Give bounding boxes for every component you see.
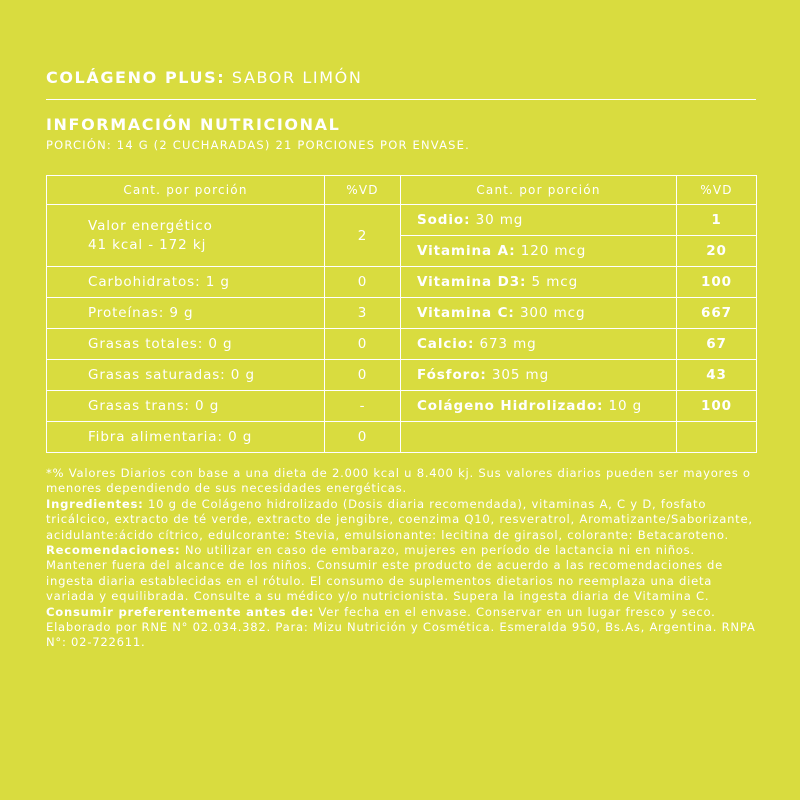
left-nutrient-vd: - xyxy=(325,391,401,422)
left-nutrient: Grasas trans: 0 g xyxy=(47,391,325,422)
ingredients-paragraph xyxy=(46,497,760,543)
left-nutrient: Grasas saturadas: 0 g xyxy=(47,360,325,391)
right-nutrient-cell xyxy=(401,236,677,267)
manufacturer-info: Elaborado por RNE N° 02.034.382. Para: Mizu Nutrición y Cosmética. Esmeralda 950, Bs.As, Argentina. RNPA N°: 02-722611. xyxy=(46,620,756,650)
left-nutrient-vd: 0 xyxy=(325,422,401,453)
portion-info: PORCIÓN: 14 G (2 CUCHARADAS) 21 PORCIONES POR ENVASE. xyxy=(46,138,470,152)
energy-value: 41 kcal - 172 kj xyxy=(88,237,207,253)
right-nutrient-amount: 300 mcg xyxy=(519,305,586,321)
warning-paragraph: Mantener fuera del alcance de los niños. Consumir este producto de acuerdo a las recomendaciones de ingesta diaria establecidas en el rótulo. El consumo de suplementos dietarios no reemplaza una dieta variada y equilibrada. Consulte a su médico y/o nutricionista. Supera la ingesta diaria de Vitamina C. xyxy=(46,558,724,604)
table-row xyxy=(47,391,757,422)
label-notes xyxy=(46,466,760,651)
table-row xyxy=(47,360,757,391)
header-left-vd: %VD xyxy=(325,176,401,205)
right-nutrient-name: Colágeno Hidrolizado: xyxy=(417,398,604,414)
daily-values-note: *% Valores Diarios con base a una dieta de 2.000 kcal u 8.400 kj. Sus valores diarios pueden ser mayores o menores dependiendo de sus necesidades energéticas. xyxy=(46,466,751,496)
table-row xyxy=(47,422,757,453)
nutrition-table xyxy=(46,175,757,453)
energy-cell xyxy=(47,205,325,267)
right-nutrient-vd: 1 xyxy=(677,205,757,236)
right-nutrient-name: Fósforo: xyxy=(417,367,487,383)
right-nutrient-cell xyxy=(401,205,677,236)
right-nutrient-name: Vitamina A: xyxy=(417,243,516,259)
table-row xyxy=(47,267,757,298)
recommendations-text: No utilizar en caso de embarazo, mujeres en período de lactancia ni en niños. xyxy=(180,543,695,558)
right-nutrient-vd: 43 xyxy=(677,360,757,391)
right-nutrient-amount: 673 mg xyxy=(479,336,537,352)
ingredients-text: 10 g de Colágeno hidrolizado (Dosis diaria recomendada), vitaminas A, C y D, fosfato tricálcico, extracto de té verde, extracto de jengibre, coenzima Q10, resveratrol, Aromatizante/Saborizante, acidulante:ácido cítrico, edulcorante: Stevia, emulsionante: lecitina de girasol, colorante: Betacaroteno. xyxy=(46,496,753,542)
empty-cell xyxy=(677,422,757,453)
right-nutrient-name: Calcio: xyxy=(417,336,475,352)
right-nutrient-amount: 10 g xyxy=(608,398,643,414)
left-nutrient-vd: 0 xyxy=(325,329,401,360)
right-nutrient-cell xyxy=(401,360,677,391)
best-before-text: Ver fecha en el envase. Conservar en un lugar fresco y seco. xyxy=(314,604,716,619)
recommendations-paragraph xyxy=(46,543,760,558)
left-nutrient-vd: 0 xyxy=(325,360,401,391)
energy-vd: 2 xyxy=(325,205,401,267)
ingredients-label: Ingredientes: xyxy=(46,496,144,511)
table-row xyxy=(47,329,757,360)
right-nutrient-name: Vitamina D3: xyxy=(417,274,527,290)
product-title xyxy=(46,68,362,87)
left-nutrient: Carbohidratos: 1 g xyxy=(47,267,325,298)
table-row xyxy=(47,298,757,329)
right-nutrient-cell xyxy=(401,298,677,329)
header-right-vd: %VD xyxy=(677,176,757,205)
right-nutrient-amount: 120 mcg xyxy=(520,243,587,259)
right-nutrient-vd: 100 xyxy=(677,267,757,298)
right-nutrient-cell xyxy=(401,267,677,298)
right-nutrient-name: Vitamina C: xyxy=(417,305,515,321)
nutrition-heading: INFORMACIÓN NUTRICIONAL xyxy=(46,115,341,134)
best-before-label: Consumir preferentemente antes de: xyxy=(46,604,315,619)
left-nutrient-vd: 0 xyxy=(325,267,401,298)
energy-label: Valor energético xyxy=(88,218,213,234)
right-nutrient-cell xyxy=(401,329,677,360)
right-nutrient-amount: 305 mg xyxy=(491,367,550,383)
header-right-amount: Cant. por porción xyxy=(401,176,677,205)
left-nutrient-vd: 3 xyxy=(325,298,401,329)
right-nutrient-vd: 20 xyxy=(677,236,757,267)
product-flavor: SABOR LIMÓN xyxy=(231,68,363,87)
table-row xyxy=(47,205,757,236)
table-header-row xyxy=(47,176,757,205)
title-divider xyxy=(46,99,756,100)
right-nutrient-cell xyxy=(401,391,677,422)
best-before-paragraph xyxy=(46,605,760,620)
right-nutrient-amount: 30 mg xyxy=(475,212,524,228)
right-nutrient-vd: 100 xyxy=(677,391,757,422)
recommendations-label: Recomendaciones: xyxy=(46,543,181,558)
right-nutrient-vd: 667 xyxy=(677,298,757,329)
empty-cell xyxy=(401,422,677,453)
left-nutrient: Proteínas: 9 g xyxy=(47,298,325,329)
right-nutrient-name: Sodio: xyxy=(417,212,471,228)
left-nutrient: Fibra alimentaria: 0 g xyxy=(47,422,325,453)
right-nutrient-vd: 67 xyxy=(677,329,757,360)
right-nutrient-amount: 5 mcg xyxy=(531,274,579,290)
header-left-amount: Cant. por porción xyxy=(47,176,325,205)
left-nutrient: Grasas totales: 0 g xyxy=(47,329,325,360)
product-name: COLÁGENO PLUS: xyxy=(46,68,226,87)
